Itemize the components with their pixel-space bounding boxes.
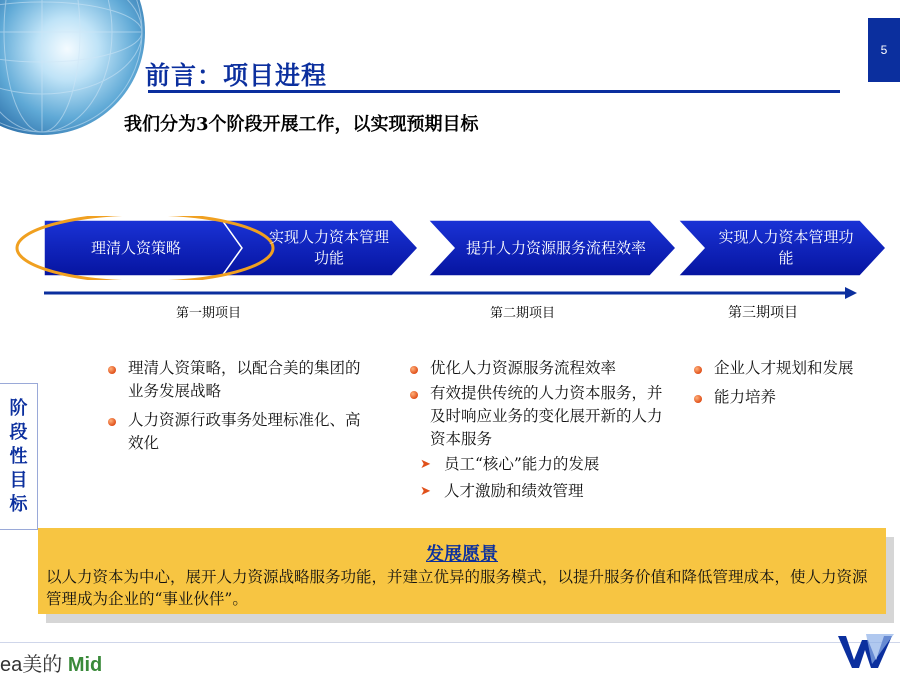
phase3-goals (690, 357, 865, 415)
list-item: 有效提供传统的人力资本服务，并及时响应业务的变化展开新的人力资本服务 (406, 382, 674, 451)
page-title: 前言：项目进程 (145, 61, 328, 90)
chevron-label-1: 理清人资策略 (90, 238, 181, 257)
vision-title: 发展愿景 (426, 544, 498, 565)
bullet-dot-icon (108, 418, 116, 426)
company-w-logo-icon (836, 630, 896, 672)
phase-label-2: 第二期项目 (490, 306, 556, 321)
bullet-dot-icon (410, 366, 418, 374)
goal-char: 段 (9, 421, 28, 443)
bullet-dot-icon (108, 366, 116, 374)
title-underline (148, 90, 840, 93)
goal-char: 目 (9, 469, 28, 491)
list-item: 人力资源行政事务处理标准化、高效化 (104, 409, 369, 455)
list-item: 能力培养 (690, 386, 865, 409)
bullet-dot-icon (694, 366, 702, 374)
stage-goal-label (0, 383, 38, 530)
vision-text: 以人力资本为中心，展开人力资源战略服务功能，并建立优异的服务模式，以提升服务价值和降低管理成本，使人力资源管理成为企业的“事业伙伴”。 (46, 568, 868, 608)
page-subtitle: 我们分为3个阶段开展工作，以实现预期目标 (124, 114, 479, 135)
goal-char: 性 (9, 445, 28, 467)
phase1-goals (104, 357, 369, 461)
arrow-bullet-icon: ➤ (420, 457, 431, 472)
phase-label-3: 第三期项目 (728, 305, 798, 321)
goal-char: 标 (9, 493, 28, 515)
list-item: 理清人资策略，以配合美的集团的业务发展战略 (104, 357, 369, 403)
sub-list-item: ➤ 员工“核心”能力的发展 (406, 453, 674, 476)
chevron-label-4: 实现人力资本管理功能 (718, 228, 854, 267)
goal-char: 阶 (9, 397, 28, 419)
phase-label-1: 第一期项目 (176, 306, 242, 321)
page-number: 5 (868, 18, 900, 82)
chevron-label-2: 实现人力资本管理功能 (268, 228, 389, 267)
bullet-dot-icon (410, 391, 418, 399)
list-item: 企业人才规划和发展 (690, 357, 865, 380)
timeline-arrow (44, 286, 859, 300)
chevron-label-3: 提升人力资源服务流程效率 (465, 238, 646, 257)
midea-logo: ea美的 Mid (0, 654, 103, 676)
phase2-goals (406, 357, 674, 507)
list-item: 优化人力资源服务流程效率 (406, 357, 674, 380)
arrow-bullet-icon: ➤ (420, 484, 431, 499)
footer-rule (0, 642, 900, 643)
bullet-dot-icon (694, 395, 702, 403)
sub-list-item: ➤ 人才激励和绩效管理 (406, 480, 674, 503)
